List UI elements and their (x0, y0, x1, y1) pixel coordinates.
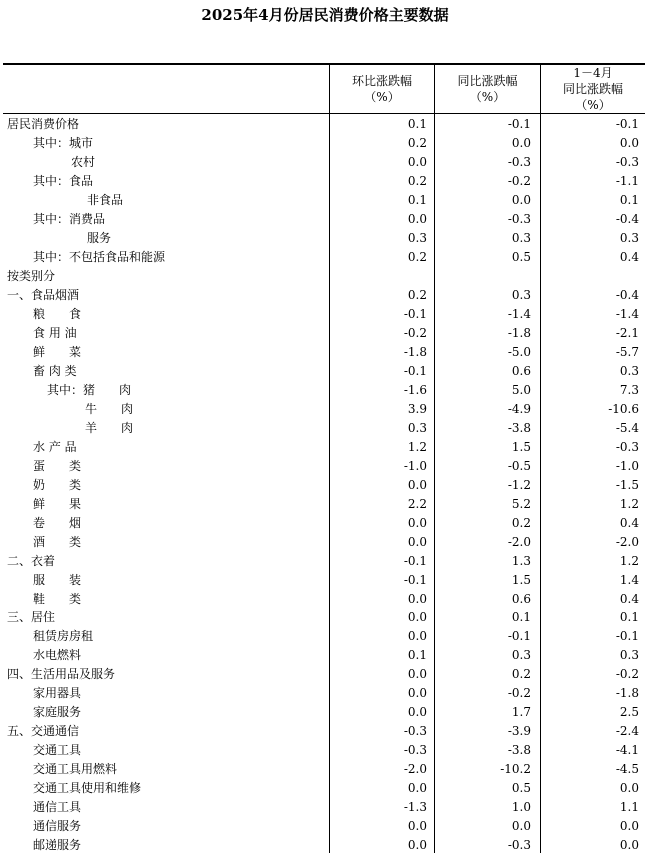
row-label: 奶 类 (33, 477, 82, 492)
row-label: 畜 肉 类 (33, 363, 77, 378)
yoy-value: -0.1 (507, 117, 531, 131)
row-label: 其中：消费品 (33, 211, 106, 226)
table-row (3, 229, 645, 248)
mom-value: 0.2 (407, 173, 427, 188)
mom-value: 0.0 (407, 534, 427, 549)
table-row (3, 495, 645, 514)
mom-value: 0.3 (407, 230, 427, 245)
row-label: 四、生活用品及服务 (7, 667, 116, 682)
yoy-value: 0.0 (511, 819, 531, 834)
row-label: 羊 肉 (85, 420, 134, 435)
ytd-value: -1.1 (615, 173, 639, 188)
ytd-value: -0.4 (615, 211, 639, 226)
row-label: 通信服务 (33, 819, 82, 834)
yoy-value: -0.5 (507, 458, 531, 473)
ytd-value: -5.4 (615, 420, 639, 435)
ytd-value: 0.4 (619, 591, 639, 606)
yoy-value: 5.2 (511, 496, 531, 511)
table-row (3, 153, 645, 172)
row-label: 二、衣着 (7, 553, 56, 568)
table-row (3, 457, 645, 476)
yoy-value: 0.1 (511, 610, 531, 625)
ytd-value: -0.3 (615, 439, 639, 454)
ytd-value: -0.1 (615, 629, 639, 644)
yoy-value: -0.3 (507, 211, 531, 226)
mom-value: -0.1 (403, 306, 427, 321)
ytd-value: -0.1 (615, 117, 639, 131)
page-title: 2025年4月份居民消费价格主要数据 (201, 6, 449, 24)
row-label: 非食品 (87, 192, 124, 207)
mom-value: 0.0 (407, 591, 427, 606)
table-row (3, 210, 645, 229)
header-yoy-unit: （%） (469, 90, 506, 104)
ytd-value: -1.4 (615, 306, 639, 321)
table-row (3, 286, 645, 305)
mom-value: 1.2 (407, 439, 427, 454)
row-label: 粮 食 (33, 306, 82, 321)
table-row (3, 722, 645, 741)
row-label: 水 产 品 (33, 439, 77, 454)
table-row (3, 115, 645, 134)
row-label: 其中：食品 (33, 173, 94, 188)
ytd-value: 2.5 (619, 705, 639, 720)
yoy-value: 1.0 (511, 800, 531, 815)
ytd-value: -5.7 (615, 344, 639, 359)
mom-value: 0.0 (407, 477, 427, 492)
header-mom-unit: （%） (364, 90, 400, 104)
ytd-value: 1.2 (619, 553, 639, 568)
table-row (3, 514, 645, 533)
yoy-value: -2.0 (507, 534, 531, 549)
table-row (3, 248, 645, 267)
mom-value: -0.1 (403, 363, 427, 378)
row-label: 五、交通通信 (7, 724, 80, 739)
header-ytd (541, 65, 645, 113)
mom-value: -1.8 (403, 344, 427, 359)
yoy-value: -3.8 (507, 420, 531, 435)
yoy-value: -1.4 (507, 306, 531, 321)
ytd-value: 0.3 (619, 363, 639, 378)
mom-value: 0.1 (407, 117, 427, 131)
row-label: 鲜 果 (33, 496, 82, 511)
table-row (3, 684, 645, 703)
table-row (3, 665, 645, 684)
ytd-value: 0.0 (619, 781, 639, 796)
yoy-value: 0.2 (511, 667, 531, 682)
table-row (3, 476, 645, 495)
yoy-value: 1.5 (511, 439, 531, 454)
yoy-value: 1.7 (511, 705, 531, 720)
mom-value: -0.3 (403, 724, 427, 739)
ytd-value: -4.1 (615, 743, 639, 758)
table-row (3, 646, 645, 665)
ytd-value: -2.1 (615, 325, 639, 340)
yoy-value: -4.9 (507, 401, 531, 416)
ytd-value: 0.0 (619, 838, 639, 853)
row-label: 水电燃料 (33, 648, 82, 663)
mom-value: -1.6 (403, 382, 427, 397)
row-label: 按类别分 (7, 268, 56, 283)
cpi-table (3, 63, 645, 853)
mom-value: -1.3 (403, 800, 427, 815)
yoy-value: -1.2 (507, 477, 531, 492)
row-label: 家庭服务 (33, 705, 82, 720)
yoy-value: -10.2 (500, 762, 531, 777)
table-row (3, 419, 645, 438)
row-label: 邮递服务 (33, 838, 82, 853)
table-row (3, 571, 645, 590)
mom-value: 0.0 (407, 838, 427, 853)
table-row (3, 760, 645, 779)
mom-value: 0.1 (407, 648, 427, 663)
ytd-value: -4.5 (615, 762, 639, 777)
yoy-value: -0.2 (507, 686, 531, 701)
row-label: 通信工具 (33, 800, 82, 815)
ytd-value: 1.2 (619, 496, 639, 511)
ytd-value: 0.4 (619, 515, 639, 530)
yoy-value: 0.3 (511, 230, 531, 245)
table-row (3, 817, 645, 836)
table-row (3, 608, 645, 627)
header-mom (330, 73, 434, 105)
row-label: 家用器具 (33, 686, 82, 701)
table-row (3, 381, 645, 400)
table-row (3, 798, 645, 817)
yoy-value: -0.2 (507, 173, 531, 188)
mom-value: 0.0 (407, 629, 427, 644)
mom-value: 0.0 (407, 667, 427, 682)
yoy-value: 5.0 (511, 382, 531, 397)
ytd-value: -2.0 (615, 534, 639, 549)
header-yoy-title: 同比涨跌幅 (457, 74, 518, 88)
row-label: 交通工具使用和维修 (33, 781, 142, 796)
table-row (3, 779, 645, 798)
mom-value: 0.3 (407, 420, 427, 435)
ytd-value: -10.6 (608, 401, 639, 416)
table-row (3, 400, 645, 419)
row-label: 一、食品烟酒 (7, 287, 80, 302)
ytd-value: 0.0 (619, 819, 639, 834)
header-ytd-period: 1－4月 (573, 66, 613, 80)
mom-value: 3.9 (407, 401, 427, 416)
row-label: 鲜 菜 (33, 344, 82, 359)
ytd-value: 0.1 (619, 192, 639, 207)
mom-value: 0.0 (407, 211, 427, 226)
mom-value: -2.0 (403, 762, 427, 777)
ytd-value: -0.2 (615, 667, 639, 682)
mom-value: 0.2 (407, 287, 427, 302)
ytd-value: -1.5 (615, 477, 639, 492)
row-label: 鞋 类 (33, 591, 82, 606)
ytd-value: 0.3 (619, 648, 639, 663)
yoy-value: -3.9 (507, 724, 531, 739)
mom-value: -0.2 (403, 325, 427, 340)
table-row (3, 267, 645, 286)
header-yoy (435, 73, 540, 105)
mom-value: -1.0 (403, 458, 427, 473)
mom-value: 0.0 (407, 705, 427, 720)
yoy-value: 1.3 (511, 553, 531, 568)
ytd-value: 0.4 (619, 249, 639, 264)
table-row (3, 836, 645, 855)
yoy-value: 0.3 (511, 648, 531, 663)
mom-value: 0.0 (407, 610, 427, 625)
table-row (3, 533, 645, 552)
ytd-value: -1.0 (615, 458, 639, 473)
row-label: 卷 烟 (33, 515, 82, 530)
row-label: 食 用 油 (33, 325, 77, 340)
table-row (3, 552, 645, 571)
ytd-value: -1.8 (615, 686, 639, 701)
mom-value: 0.0 (407, 154, 427, 169)
row-label: 三、居住 (7, 610, 56, 625)
mom-value: -0.1 (403, 553, 427, 568)
mom-value: -0.3 (403, 743, 427, 758)
row-label: 酒 类 (33, 534, 82, 549)
row-label: 交通工具 (33, 743, 82, 758)
mom-value: 2.2 (407, 496, 427, 511)
row-label: 服 装 (33, 572, 82, 587)
table-row (3, 305, 645, 324)
header-ytd-title: 同比涨跌幅 (562, 82, 623, 96)
yoy-value: 0.5 (511, 781, 531, 796)
table-row (3, 362, 645, 381)
yoy-value: 0.0 (511, 192, 531, 207)
mom-value: 0.0 (407, 819, 427, 834)
yoy-value: 0.6 (511, 363, 531, 378)
row-label: 农村 (71, 154, 96, 169)
table-row (3, 703, 645, 722)
yoy-value: -3.8 (507, 743, 531, 758)
mom-value: 0.0 (407, 515, 427, 530)
table-row (3, 627, 645, 646)
header-mom-title: 环比涨跌幅 (351, 74, 412, 88)
table-row (3, 741, 645, 760)
header-ytd-unit: （%） (575, 98, 611, 112)
mom-value: -0.1 (403, 572, 427, 587)
mom-value: 0.2 (407, 249, 427, 264)
yoy-value: 0.3 (511, 287, 531, 302)
row-label: 蛋 类 (33, 458, 82, 473)
ytd-value: 0.1 (619, 610, 639, 625)
yoy-value: -5.0 (507, 344, 531, 359)
table-row (3, 134, 645, 153)
ytd-value: -0.3 (615, 154, 639, 169)
table-row (3, 590, 645, 609)
row-label: 服务 (87, 230, 112, 245)
row-label: 其中：猪 肉 (47, 382, 132, 397)
ytd-value: 7.3 (619, 382, 639, 397)
ytd-value: -2.4 (615, 724, 639, 739)
yoy-value: -0.3 (507, 838, 531, 853)
yoy-value: 0.0 (511, 135, 531, 150)
yoy-value: 0.5 (511, 249, 531, 264)
row-label: 交通工具用燃料 (33, 762, 118, 777)
yoy-value: -1.8 (507, 325, 531, 340)
yoy-value: 1.5 (511, 572, 531, 587)
mom-value: 0.1 (407, 192, 427, 207)
table-row (3, 172, 645, 191)
yoy-value: -0.1 (507, 629, 531, 644)
mom-value: 0.0 (407, 781, 427, 796)
table-row (3, 324, 645, 343)
mom-value: 0.0 (407, 686, 427, 701)
row-label: 居民消费价格 (7, 117, 80, 131)
ytd-value: -0.4 (615, 287, 639, 302)
table-row (3, 191, 645, 210)
row-label: 牛 肉 (85, 401, 134, 416)
row-label: 其中：城市 (33, 135, 94, 150)
ytd-value: 1.1 (619, 800, 639, 815)
mom-value: 0.2 (407, 135, 427, 150)
yoy-value: -0.3 (507, 154, 531, 169)
table-header-rule (3, 113, 645, 114)
yoy-value: 0.2 (511, 515, 531, 530)
ytd-value: 0.0 (619, 135, 639, 150)
table-row (3, 438, 645, 457)
row-label: 其中：不包括食品和能源 (33, 249, 166, 264)
ytd-value: 1.4 (619, 572, 639, 587)
row-label: 租赁房房租 (33, 629, 94, 644)
table-row (3, 343, 645, 362)
yoy-value: 0.6 (511, 591, 531, 606)
ytd-value: 0.3 (619, 230, 639, 245)
